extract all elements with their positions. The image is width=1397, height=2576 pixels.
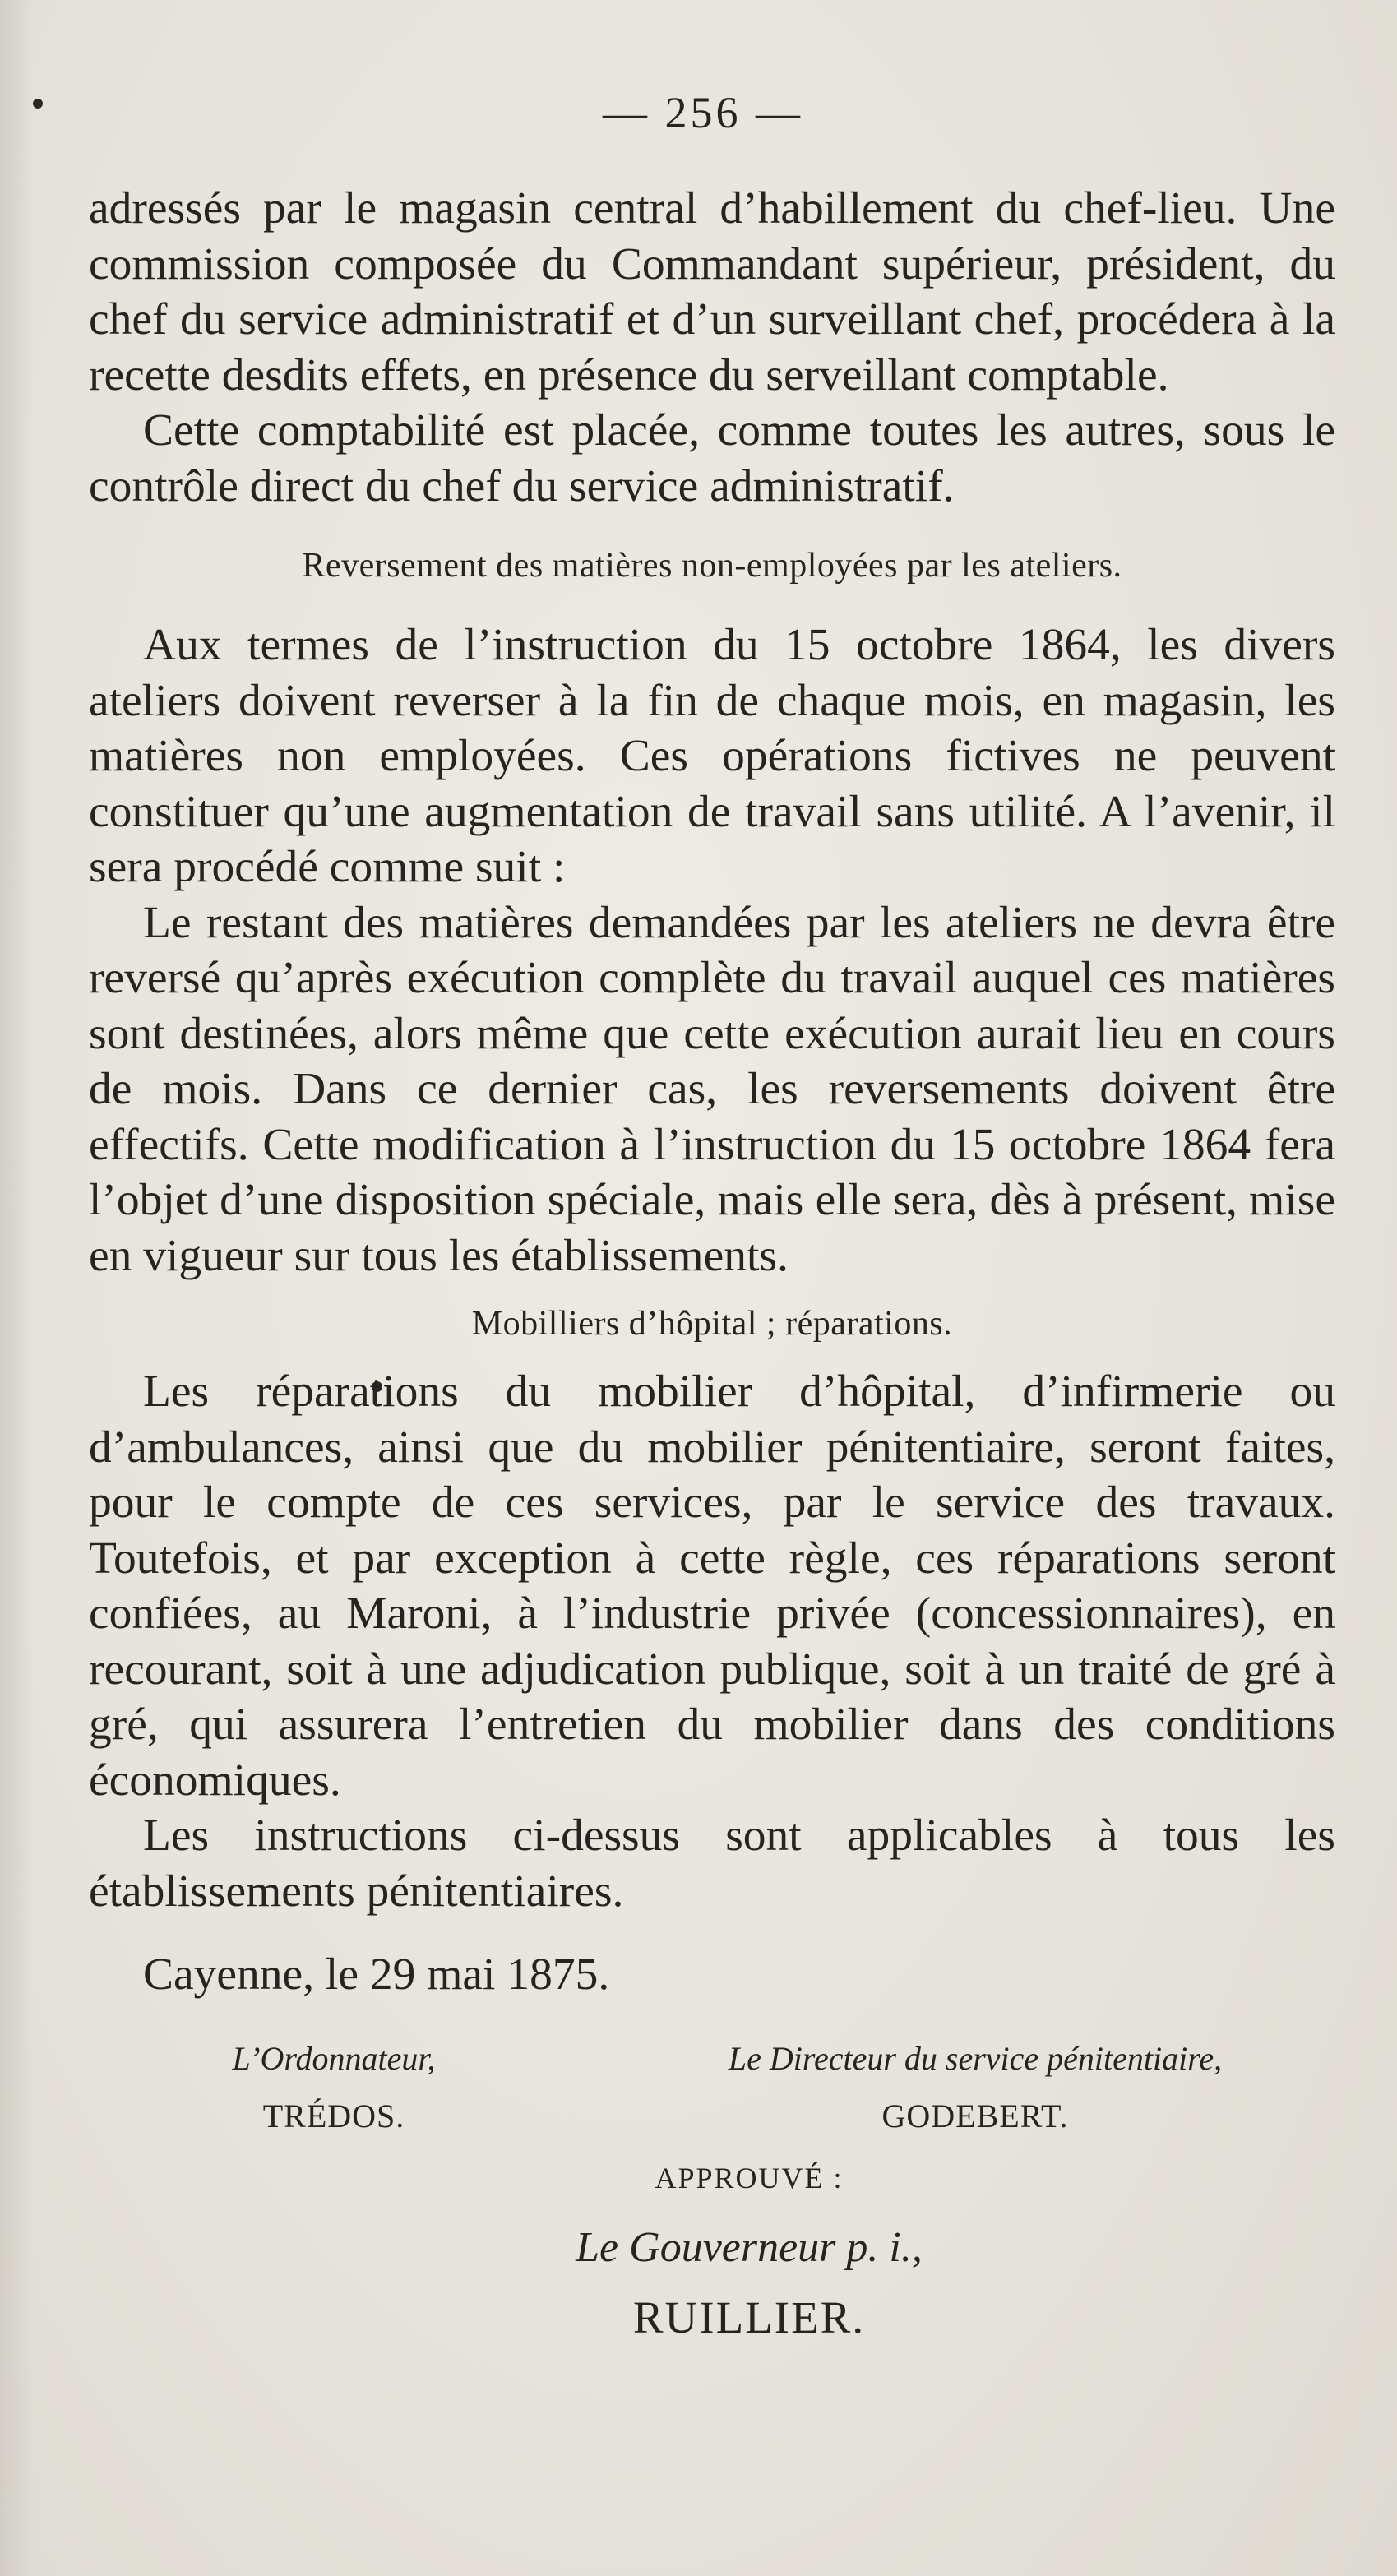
signature-title-directeur: Le Directeur du service pénitentiaire, bbox=[728, 2039, 1223, 2077]
signature-title-ordonnateur: L’Ordonnateur, bbox=[232, 2039, 436, 2077]
paragraph-restant: Le restant des matières demandées par les ateliers ne devra être reversé qu’après exécution complète du travail auquel ces matières sont destinées, alors même que cette exécution aurait lieu en cours de mois. Dans ce dernier cas, les reversements doivent être effectifs. Cette modification à l’instruction du 15 octobre 1864 fera l’objet d’une disposition spéciale, mais elle sera, dès à présent, mise en vigueur sur tous les établissements. bbox=[89, 897, 1335, 1281]
signature-directeur bbox=[605, 2039, 1345, 2134]
paragraph-continued: adressés par le magasin central d’habillement du chef-lieu. Une commission composée du Commandant supérieur, président, du chef du service administratif et d’un surveillant chef, procédera à la recette desdits effets, en présence du serveillant comptable. bbox=[89, 183, 1335, 400]
paragraph-applicables: Les instructions ci-dessus sont applicables à tous les établissements pénitentiaires. bbox=[89, 1811, 1335, 1917]
paragraph-reparations: Les réparations du mobilier d’hôpital, d’infirmerie ou d’ambulances, ainsi que du mobilier pénitentiaire, seront faites, pour le compte de ces services, par le service des travaux. Toutefois, et par exception à cette règle, ces réparations seront confiées, au Maroni, à l’industrie privée (concessionnaires), en recourant, soit à une adjudication publique, soit à un traité de gré à gré, qui assurera l’entretien du mobilier dans des conditions économiques. bbox=[89, 1367, 1335, 1806]
page-number: — 256 — bbox=[603, 88, 803, 137]
governor-name: RUILLIER. bbox=[632, 2292, 866, 2342]
paragraph-instruction: Aux termes de l’instruction du 15 octobre 1864, les divers ateliers doivent reverser à la fin de chaque mois, en magasin, les matières non employées. Ces opérations fictives ne peuvent constituer qu’une augmentation de travail sans utilité. A l’avenir, il sera procédé comme suit : bbox=[89, 620, 1335, 892]
section-heading-mobiliers: Mobilliers d’hôpital ; réparations. bbox=[471, 1305, 953, 1343]
signature-name-godebert: GODEBERT. bbox=[881, 2097, 1069, 2134]
approval-block bbox=[89, 2161, 1335, 2343]
governor-title: Le Gouverneur p. i., bbox=[576, 2223, 923, 2271]
signatures bbox=[89, 2039, 1335, 2141]
paragraph-comptabilite: Cette comptabilité est placée, comme toutes les autres, sous le contrôle direct du chef du service administratif. bbox=[89, 405, 1335, 511]
ink-speck bbox=[33, 99, 43, 109]
signature-name-tredos: TRÉDOS. bbox=[262, 2097, 405, 2134]
signature-ordonnateur bbox=[186, 2039, 482, 2134]
approval-label: APPROUVÉ : bbox=[655, 2161, 844, 2194]
section-heading-reversement: Reversement des matières non-employées par les ateliers. bbox=[302, 547, 1122, 585]
text-body bbox=[89, 90, 1335, 2343]
page-edge-shadow bbox=[0, 0, 35, 2576]
date-line: Cayenne, le 29 mai 1875. bbox=[143, 1949, 610, 2000]
